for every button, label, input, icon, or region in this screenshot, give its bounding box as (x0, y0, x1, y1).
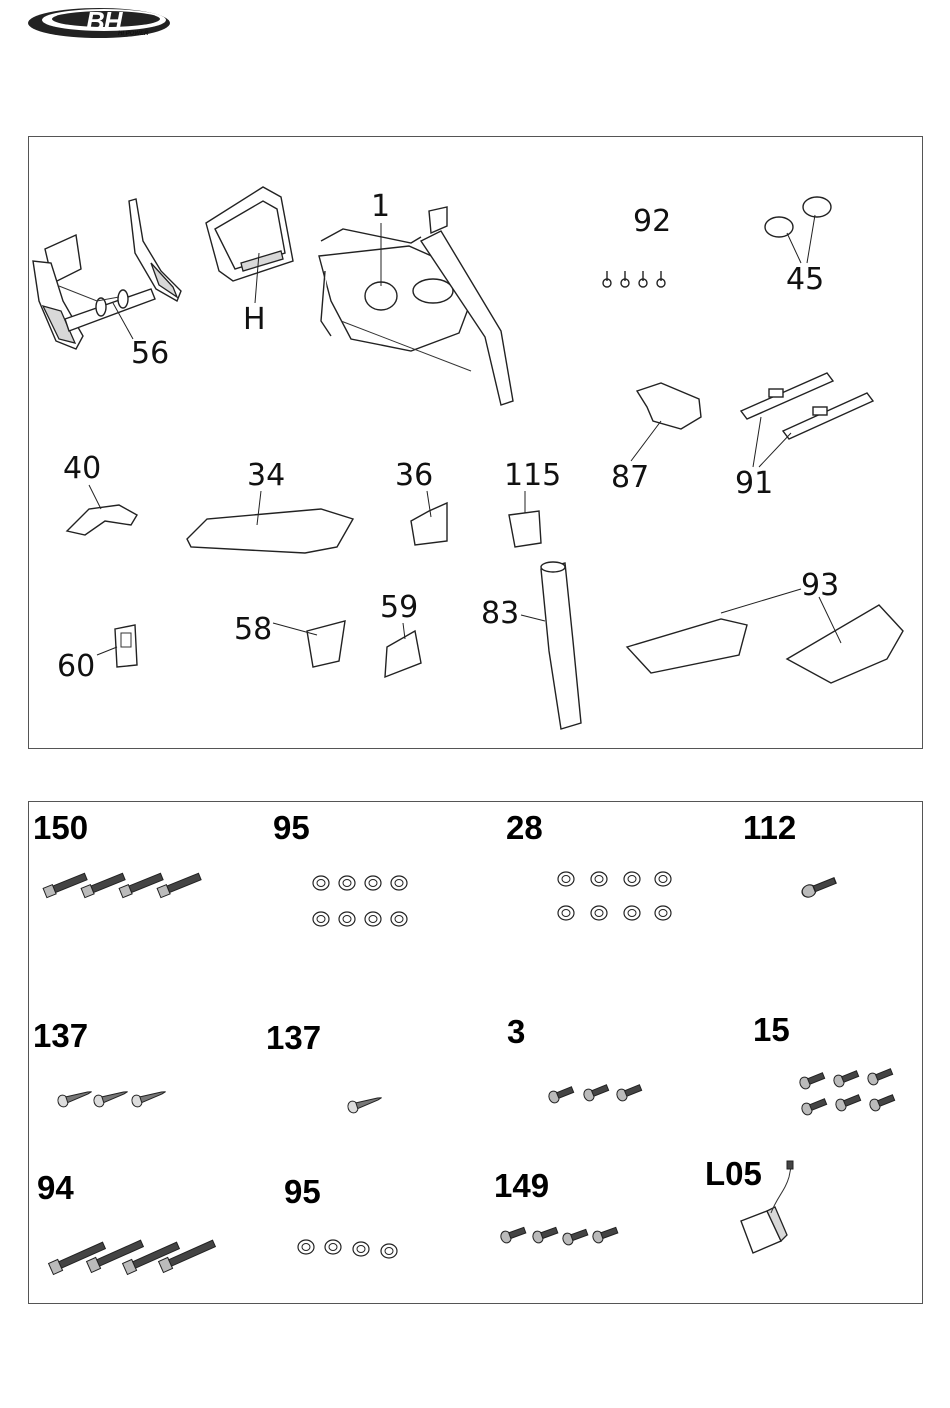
label-56: 56 (131, 336, 170, 371)
label-1: 1 (371, 189, 391, 224)
label-95-bottom: 95 (284, 1173, 321, 1210)
label-93: 93 (801, 568, 840, 603)
part-59-drawing (380, 590, 421, 677)
label-45: 45 (786, 262, 825, 297)
cover-34-drawing (187, 458, 353, 553)
parts-panel (28, 136, 923, 749)
part-58-drawing (234, 612, 345, 667)
logo-text: BH (86, 6, 122, 36)
part-40-drawing (63, 451, 137, 535)
part-115-drawing (504, 458, 561, 547)
label-58: 58 (234, 612, 273, 647)
feet-92-drawing (603, 204, 671, 287)
parts-illustration (29, 137, 924, 750)
part-60-drawing (57, 625, 137, 684)
bolts-94 (49, 1238, 217, 1275)
bolts-149 (499, 1225, 619, 1247)
washers-28 (558, 872, 671, 920)
label-H: H (243, 302, 266, 337)
label-92: 92 (633, 204, 672, 239)
covers-93-drawing (627, 568, 903, 683)
label-91: 91 (735, 466, 774, 501)
label-150: 150 (33, 809, 89, 846)
label-L05: L05 (705, 1155, 762, 1192)
bolts-15 (798, 1066, 896, 1116)
label-59: 59 (380, 590, 419, 625)
hardware-panel (28, 801, 923, 1304)
screw-137-right (346, 1092, 383, 1114)
label-137-right: 137 (266, 1019, 322, 1056)
hardware-illustration (29, 802, 924, 1305)
part-36-drawing (395, 458, 447, 545)
bh-logo (26, 4, 172, 42)
seat-87-drawing (611, 383, 701, 495)
label-87: 87 (611, 460, 650, 495)
label-95-top: 95 (273, 809, 310, 846)
label-60: 60 (57, 649, 96, 684)
tube-83-drawing (481, 562, 581, 729)
label-149: 149 (494, 1167, 550, 1204)
rails-91-drawing (735, 373, 873, 501)
console-H-drawing (206, 187, 293, 337)
frame-1-drawing (319, 189, 513, 405)
bolts-150 (43, 872, 202, 898)
screws-137-left (56, 1086, 167, 1108)
washers-95-bottom (298, 1240, 397, 1258)
label-34: 34 (247, 458, 286, 493)
label-3: 3 (507, 1013, 526, 1050)
caps-45-drawing (765, 197, 831, 297)
label-28: 28 (506, 809, 543, 846)
label-83: 83 (481, 596, 520, 631)
label-115: 115 (504, 458, 562, 493)
bolt-112 (800, 875, 837, 899)
label-94: 94 (37, 1169, 74, 1206)
logo-tagline: HI POWER (118, 31, 149, 37)
label-137-left: 137 (33, 1017, 89, 1054)
handlebar-56-drawing (33, 199, 181, 371)
washers-95-top (313, 876, 407, 926)
label-40: 40 (63, 451, 102, 486)
label-15: 15 (753, 1011, 790, 1048)
bolts-3 (547, 1082, 643, 1104)
label-112: 112 (743, 809, 797, 846)
label-36: 36 (395, 458, 434, 493)
